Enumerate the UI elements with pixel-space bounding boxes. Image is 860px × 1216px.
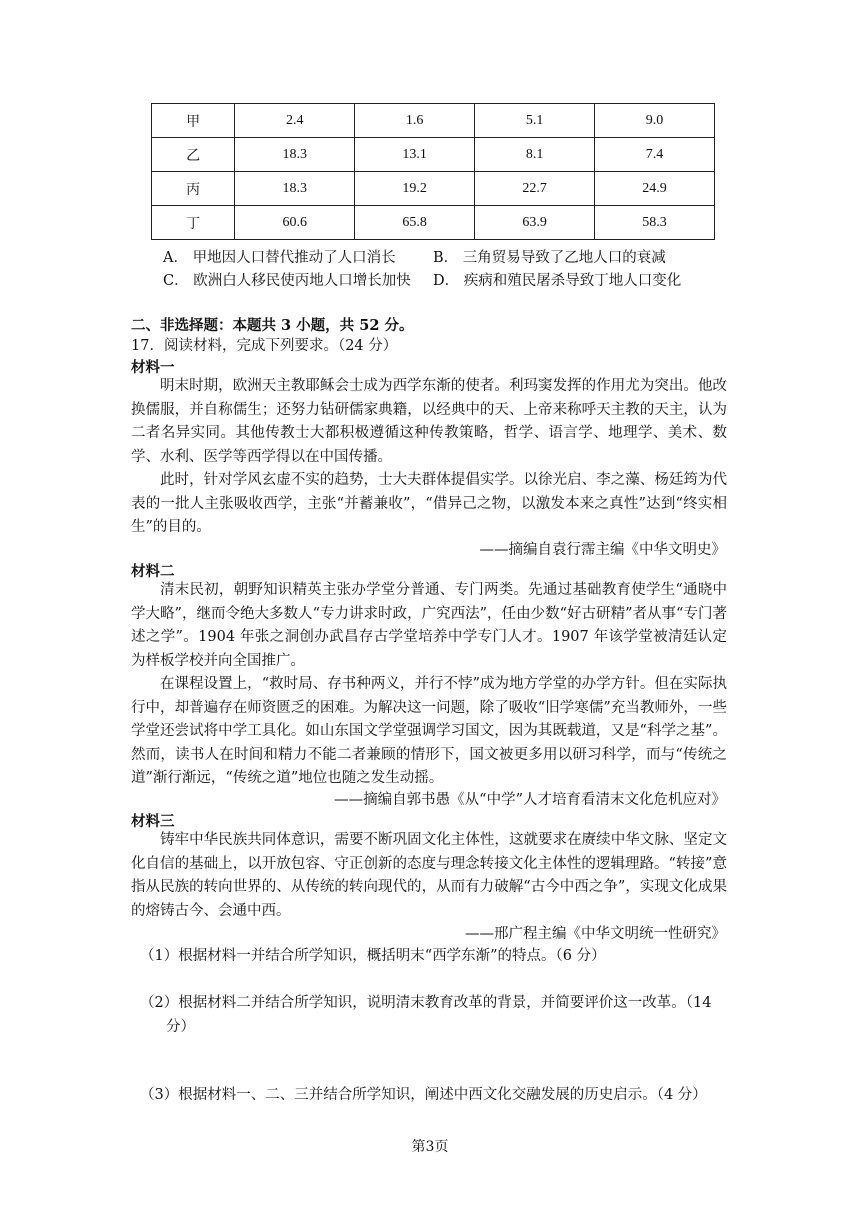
- table-cell: 22.7: [475, 172, 595, 206]
- table-cell: 24.9: [595, 172, 715, 206]
- question-17-prompt: 17．阅读材料，完成下列要求。（24 分）: [131, 338, 398, 354]
- table-cell: 18.3: [235, 172, 355, 206]
- material-3-source: ——邢广程主编《中华文明统一性研究》: [465, 926, 726, 942]
- table-cell: 60.6: [235, 206, 355, 240]
- sub-question-2-line-2: 分）: [166, 1019, 195, 1035]
- material-2-paragraph-2: 在课程设置上，“救时局、存书种两义，并行不悖”成为地方学堂的办学方针。但在实际执行中，却普遍存在师资匮乏的困难。为解决这一问题，除了吸收“旧学寒儒”充当教师外，一些学堂还尝试将中学工具化。如山东国文学堂强调学习国文，因为其既载道，又是“科学之基”。然而，读书人在时间和精力不能二者兼顾的情形下，国文被更多用以研习科学，而与“传统之道”渐行渐远，“传统之道”地位也随之发生动摇。: [131, 676, 727, 787]
- material-1-source: ——摘编自袁行霈主编《中华文明史》: [479, 542, 726, 558]
- row-label: 丁: [152, 206, 235, 240]
- option-d: D． 疾病和殖民屠杀导致丁地人口变化: [433, 273, 682, 289]
- option-a: A． 甲地因人口替代推动了人口消长: [163, 250, 396, 266]
- table-cell: 1.6: [355, 104, 475, 138]
- table-row: [152, 172, 715, 206]
- table-cell: 2.4: [235, 104, 355, 138]
- table-cell: 18.3: [235, 138, 355, 172]
- material-2-heading: 材料二: [131, 563, 175, 580]
- table-row: [152, 104, 715, 138]
- sub-question-3: （3）根据材料一、二、三并结合所学知识，阐述中西文化交融发展的历史启示。（4 分）: [140, 1087, 707, 1103]
- material-1-paragraph-2: 此时，针对学风玄虚不实的趋势，士大夫群体提倡实学。以徐光启、李之藻、杨廷筠为代表的一批人主张吸收西学，主张“并蓄兼收”，“借异己之物，以激发本来之真性”达到“终实相生”的目的。: [131, 472, 727, 536]
- table-cell: 7.4: [595, 138, 715, 172]
- options-row-1: [163, 246, 666, 267]
- table-cell: 65.8: [355, 206, 475, 240]
- material-2-paragraph-1: 清末民初，朝野知识精英主张办学堂分普通、专门两类。先通过基础教育使学生“通晓中学大略”，继而令绝大多数人“专力讲求时政，广究西法”，任由少数“好古研精”者从事“专门著述之学”。1904 年张之洞创办武昌存古学堂培养中学专门人才。1907 年该学堂被清廷认定为样板学校并向全国推广。: [131, 582, 727, 669]
- table-cell: 9.0: [595, 104, 715, 138]
- table-cell: 58.3: [595, 206, 715, 240]
- material-1-paragraph-1: 明末时期，欧洲天主教耶稣会士成为西学东渐的使者。利玛窦发挥的作用尤为突出。他改换儒服，并自称儒生；还努力钻研儒家典籍，以经典中的天、上帝来称呼天主教的天主，认为二者名异实同。其他传教士大都积极遵循这种传教策略，哲学、语言学、地理学、美术、数学、水利、医学等西学得以在中国传播。: [131, 378, 727, 465]
- material-3-heading: 材料三: [131, 813, 175, 830]
- table-cell: 13.1: [355, 138, 475, 172]
- row-label: 丙: [152, 172, 235, 206]
- sub-question-1: （1）根据材料一并结合所学知识，概括明末“西学东渐”的特点。（6 分）: [140, 948, 606, 964]
- table-row: [152, 206, 715, 240]
- table-cell: 8.1: [475, 138, 595, 172]
- row-label: 乙: [152, 138, 235, 172]
- sub-question-2: [140, 991, 720, 1039]
- table-row: [152, 138, 715, 172]
- table-cell: 63.9: [475, 206, 595, 240]
- options-row-2: [163, 269, 682, 290]
- row-label: 甲: [152, 104, 235, 138]
- section-heading: 二、非选择题：本题共 3 小题，共 52 分。: [131, 317, 414, 334]
- material-2-source: ——摘编自郭书愚《从“中学”人才培育看清末文化危机应对》: [334, 792, 726, 808]
- table-cell: 5.1: [475, 104, 595, 138]
- material-3-paragraph-1: 铸牢中华民族共同体意识，需要不断巩固文化主体性，这就要求在赓续中华文脉、坚定文化自信的基础上，以开放包容、守正创新的态度与理念转接文化主体性的逻辑理路。“转接”意指从民族的转向世界的、从传统的转向现代的，从而有力破解“古今中西之争”，实现文化成果的熔铸古今、会通中西。: [131, 832, 727, 919]
- population-table: [151, 103, 715, 240]
- sub-question-2-line-1: （2）根据材料二并结合所学知识，说明清末教育改革的背景，并简要评价这一改革。（14: [140, 995, 712, 1011]
- material-1-heading: 材料一: [131, 359, 175, 376]
- option-b: B． 三角贸易导致了乙地人口的衰减: [433, 250, 666, 266]
- option-c: C． 欧洲白人移民使丙地人口增长加快: [163, 273, 411, 289]
- page-number: 第3页: [411, 1139, 449, 1155]
- table-cell: 19.2: [355, 172, 475, 206]
